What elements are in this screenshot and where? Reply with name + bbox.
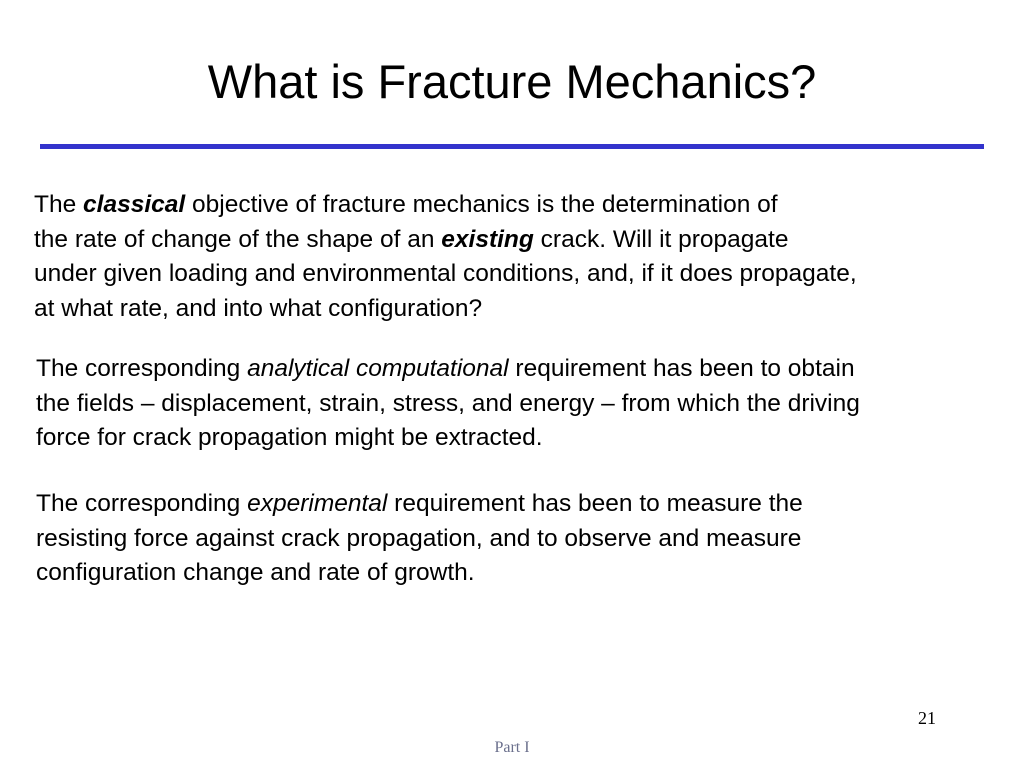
p1-emphasis-classical: classical [83,191,186,218]
p3-emphasis-experimental: experimental [247,490,388,517]
p1-text-4: crack. Will it propagate [533,225,789,253]
p1-text-3: the rate of change of the shape of an [34,225,442,253]
slide-title: What is Fracture Mechanics? [207,55,817,108]
p3-text-3: resisting force against crack propagation, and to observe and measure [36,524,802,552]
paragraph-analytical-requirement [36,352,1011,456]
p2-text-3: the fields – displacement, strain, stress, and energy – from which the driving [36,389,860,417]
title-divider [40,144,984,149]
paragraph-experimental-requirement [36,487,1011,591]
p3-text-2: requirement has been to measure the [387,490,803,517]
p2-emphasis-analytical: analytical computational [247,355,509,382]
p1-text-1: The [34,191,84,218]
paragraph-classical-objective [34,188,1009,326]
page-number: 21 [918,708,936,728]
footer-label: Part I [494,739,530,756]
p1-text-2: objective of fracture mechanics is the determination of [185,191,778,218]
p1-text-6: at what rate, and into what configuration? [34,294,483,322]
p1-emphasis-existing: existing [441,225,534,253]
p2-text-2: requirement has been to obtain [508,355,855,382]
p2-text-4: force for crack propagation might be extracted. [36,424,543,451]
p2-text-1: The corresponding [36,355,248,382]
p3-text-4: configuration change and rate of growth. [36,559,475,586]
p1-text-5: under given loading and environmental conditions, and, if it does propagate, [34,260,857,287]
p3-text-1: The corresponding [36,490,248,517]
